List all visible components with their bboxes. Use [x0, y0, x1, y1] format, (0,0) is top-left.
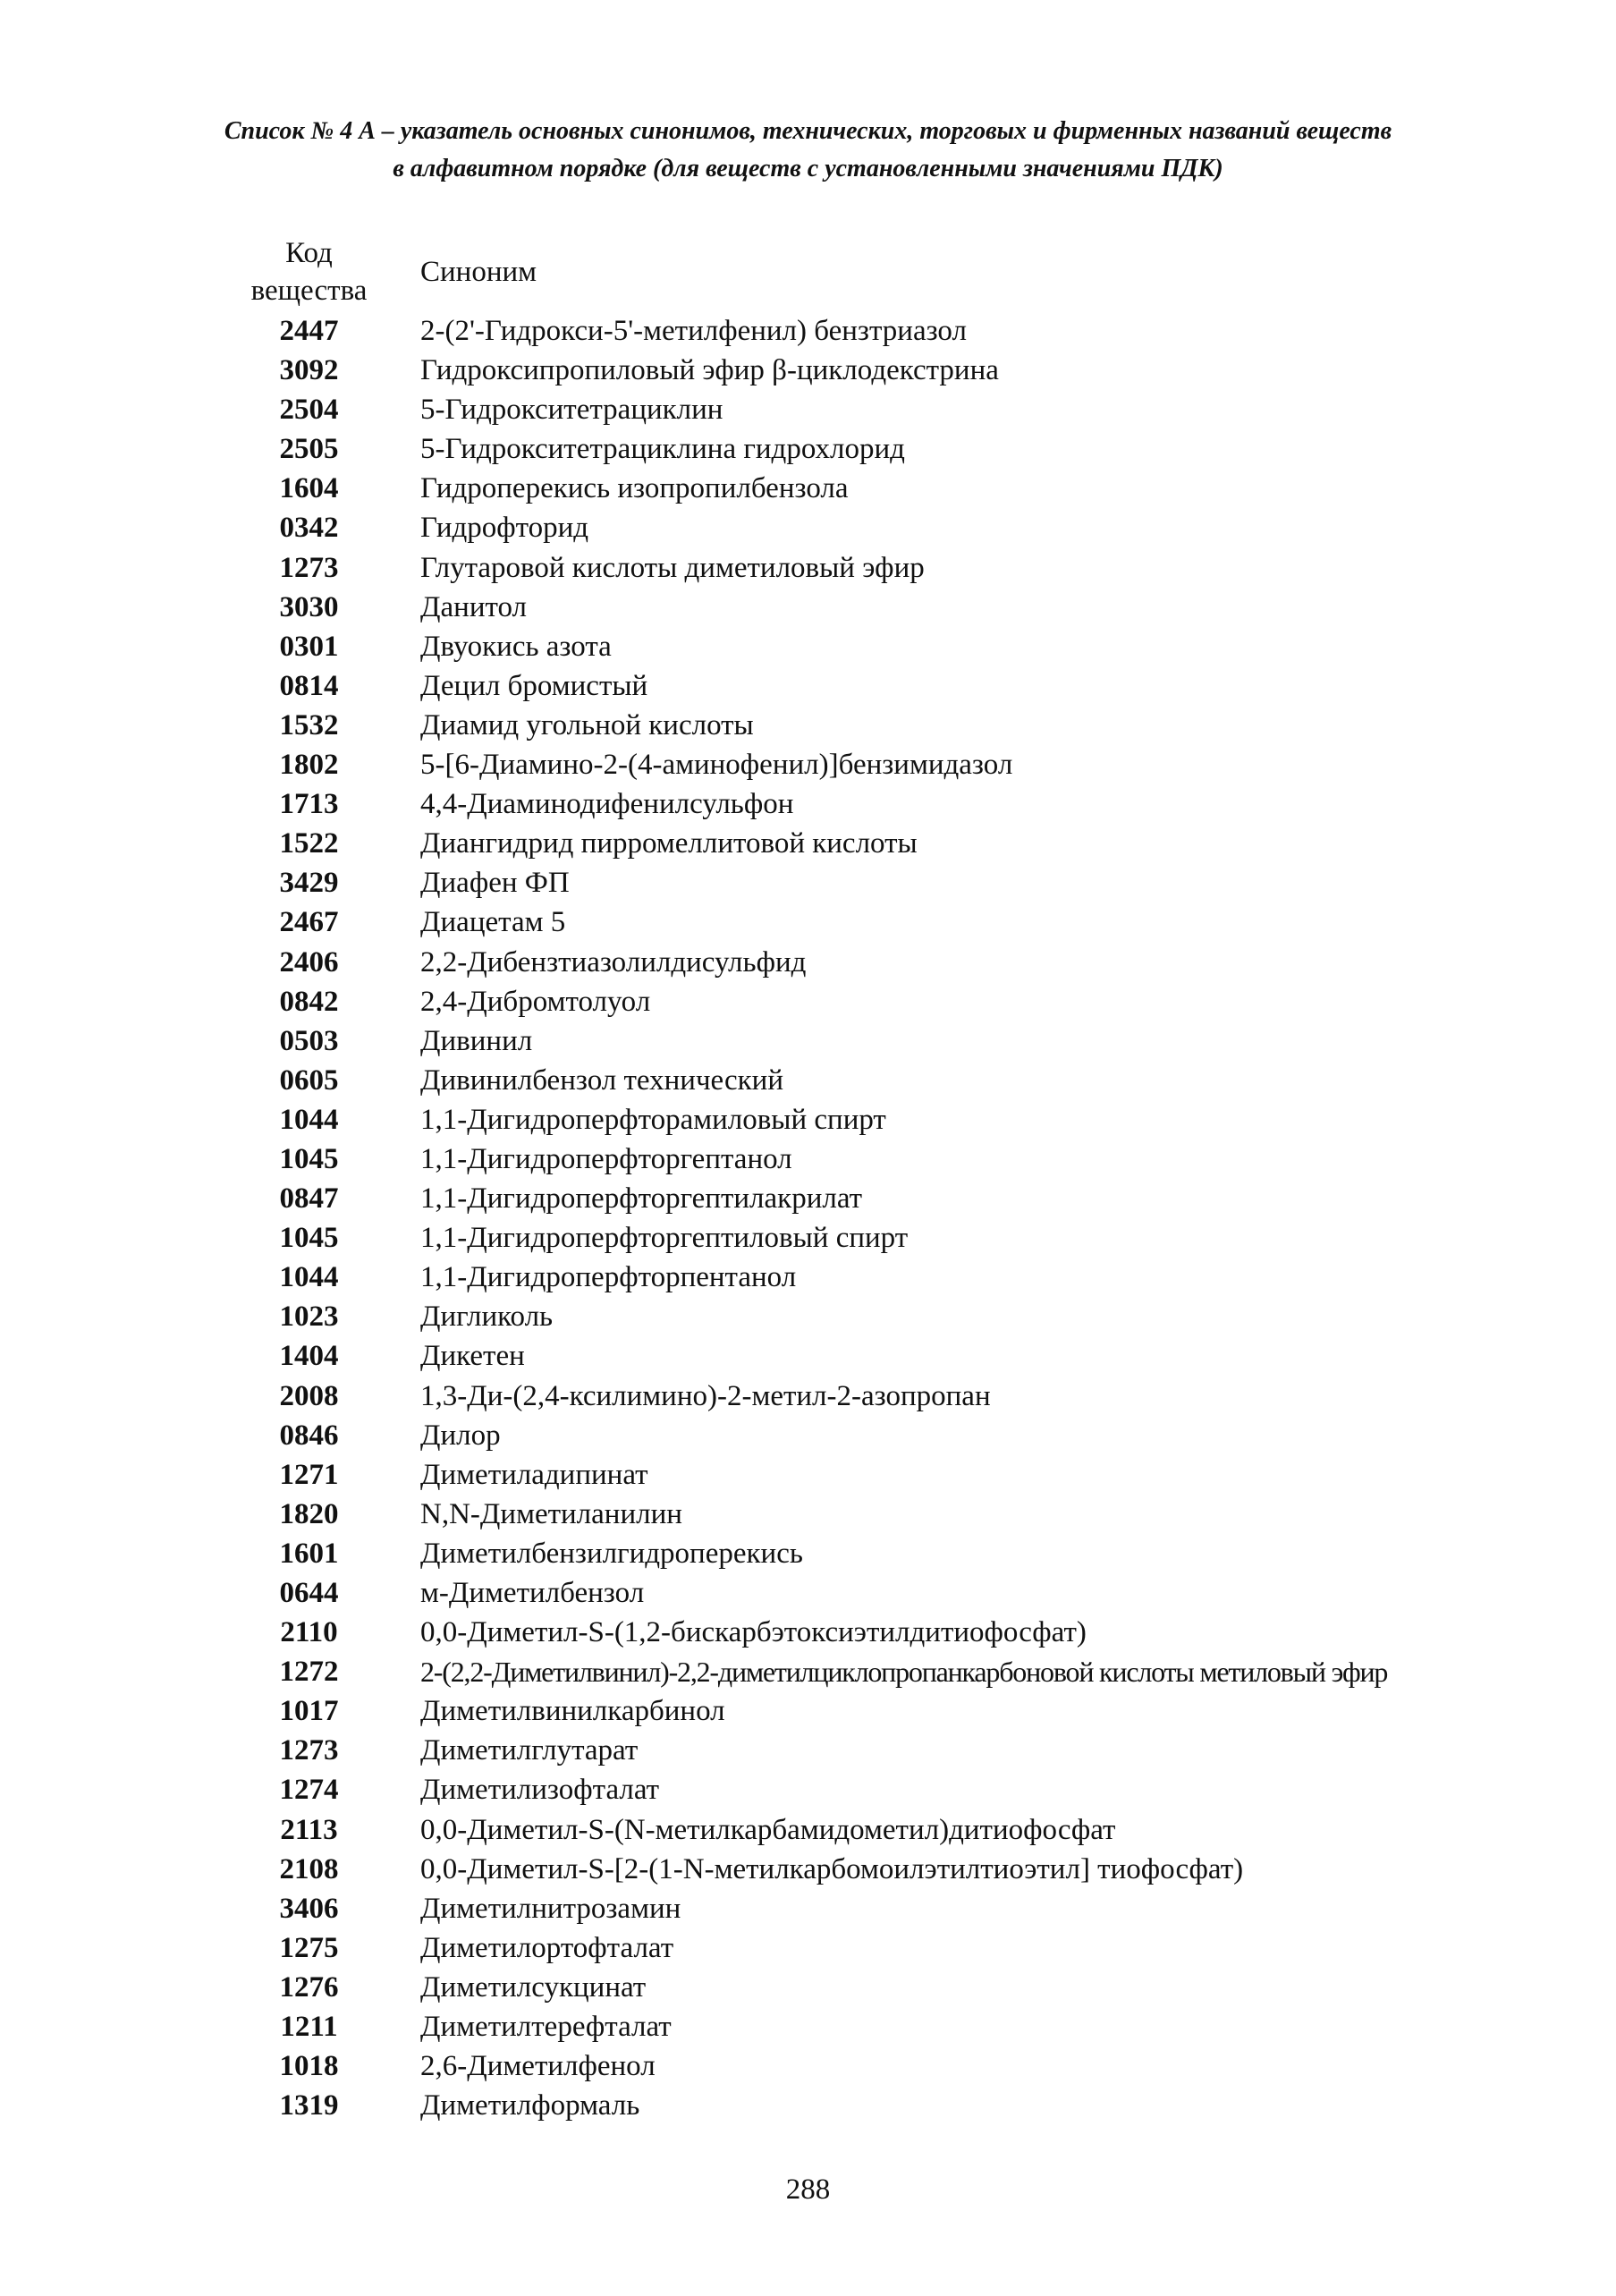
substance-code: 1272: [279, 1656, 339, 1689]
table-row: [0, 1968, 1616, 2007]
substance-code: 2467: [279, 906, 339, 939]
table-row: [0, 784, 1616, 824]
column-header-code: [231, 234, 387, 309]
synonym-name: Глутаровой кислоты диметиловый эфир: [420, 551, 925, 584]
synonym-name: 1,1-Дигидроперфторгептанол: [420, 1142, 792, 1175]
synonym-name: Диметилглутарат: [420, 1734, 639, 1767]
synonym-name: 2,6-Диметилфенол: [420, 2050, 656, 2083]
synonym-name: 0,0-Диметил-S-(1,2-бискарбэтоксиэтилдитиофосфат): [420, 1616, 1087, 1649]
table-row: [0, 1495, 1616, 1534]
title-line-2: в алфавитном порядке (для веществ с установленными значениями ПДК): [393, 155, 1223, 182]
substance-code: 1275: [279, 1931, 339, 1964]
table-row: [0, 666, 1616, 706]
substance-code: 1211: [280, 2011, 338, 2044]
synonym-name: Диметилбензилгидроперекись: [420, 1537, 803, 1570]
substance-code: 3429: [279, 867, 339, 900]
table-row: [0, 706, 1616, 745]
table-row: [0, 1377, 1616, 1416]
substance-code: 2504: [279, 394, 339, 427]
column-header-synonym: Синоним: [420, 256, 537, 288]
table-row: [0, 429, 1616, 469]
table-row: [0, 627, 1616, 666]
page-number: 288: [785, 2173, 831, 2206]
table-row: [0, 1179, 1616, 1218]
synonym-name: Диацетам 5: [420, 906, 566, 939]
substance-code: 1319: [279, 2089, 339, 2122]
synonym-name: Диангидрид пирромеллитовой кислоты: [420, 827, 918, 860]
table-row: [0, 469, 1616, 508]
table-row: [0, 588, 1616, 627]
substance-code: 0846: [279, 1419, 339, 1452]
substance-code: 1604: [279, 472, 339, 505]
synonym-name: Децил бромистый: [420, 669, 648, 702]
substance-code: 1274: [279, 1774, 339, 1807]
table-row: [0, 1061, 1616, 1100]
substance-code: 1045: [279, 1222, 339, 1255]
table-row: [0, 2086, 1616, 2125]
synonym-name: Данитол: [420, 590, 527, 623]
column-header-code-line-2: вещества: [250, 275, 368, 307]
synonym-name: 5-Гидрокситетрациклина гидрохлорид: [420, 433, 905, 466]
substance-code: 3406: [279, 1892, 339, 1925]
table-row: [0, 745, 1616, 784]
synonym-name: Гидроперекись изопропилбензола: [420, 472, 849, 505]
synonym-name: 1,1-Дигидроперфторамиловый спирт: [420, 1103, 886, 1136]
table-row: [0, 1889, 1616, 1928]
table-row: [0, 1770, 1616, 1809]
table-row: [0, 1534, 1616, 1573]
substance-code: 1404: [279, 1340, 339, 1373]
substance-code: 1044: [279, 1103, 339, 1136]
substance-code: 1820: [279, 1497, 339, 1530]
table-row: [0, 1218, 1616, 1258]
synonym-name: 1,1-Дигидроперфторгептилакрилат: [420, 1182, 863, 1216]
substance-code: 1273: [279, 551, 339, 584]
synonym-name: Дигликоль: [420, 1301, 554, 1334]
substance-code: 0842: [279, 985, 339, 1018]
substance-code: 2108: [279, 1852, 339, 1885]
synonym-name: Дилор: [420, 1419, 501, 1452]
synonym-name: Диметилортофталат: [420, 1931, 674, 1964]
synonym-name: 2-(2'-Гидрокси-5'-метилфенил) бензтриазол: [420, 315, 967, 347]
substance-code: 0301: [279, 630, 339, 663]
substance-code: 3030: [279, 590, 339, 623]
synonym-name: 5-[6-Диамино-2-(4-аминофенил)]бензимидазол: [420, 749, 1013, 782]
table-row: [0, 390, 1616, 429]
table-row: [0, 1652, 1616, 1691]
table-row: [0, 1731, 1616, 1770]
table-row: [0, 311, 1616, 351]
table-row: [0, 508, 1616, 547]
synonym-name: 5-Гидрокситетрациклин: [420, 394, 723, 427]
synonym-name: 2-(2,2-Диметилвинил)-2,2-диметилциклопропанкарбоновой кислоты метиловый эфир: [420, 1656, 1388, 1689]
substance-code: 1044: [279, 1261, 339, 1294]
substance-code: 2447: [279, 315, 339, 347]
substance-code: 0847: [279, 1182, 339, 1216]
table-row: [0, 351, 1616, 390]
table-row: [0, 1258, 1616, 1297]
substance-code: 0342: [279, 512, 339, 545]
substance-code: 2406: [279, 945, 339, 979]
synonym-name: Диметиладипинат: [420, 1458, 648, 1491]
table-row: [0, 1810, 1616, 1850]
synonym-name: м-Диметилбензол: [420, 1577, 645, 1609]
substance-code: 1045: [279, 1142, 339, 1175]
synonym-name: Диметилформаль: [420, 2089, 640, 2122]
table-row: [0, 1021, 1616, 1061]
substance-code: 1018: [279, 2050, 339, 2083]
substance-code: 1522: [279, 827, 339, 860]
synonym-name: 1,1-Дигидроперфторгептиловый спирт: [420, 1222, 909, 1255]
table-row: [0, 1140, 1616, 1179]
table-row: [0, 863, 1616, 902]
substance-code: 1802: [279, 749, 339, 782]
synonym-name: Диметилизофталат: [420, 1774, 660, 1807]
synonym-name: Диметилвинилкарбинол: [420, 1695, 725, 1728]
synonym-name: Диамид угольной кислоты: [420, 708, 754, 741]
table-row: [0, 1297, 1616, 1336]
synonym-name: 1,1-Дигидроперфторпентанол: [420, 1261, 797, 1294]
synonym-name: Дикетен: [420, 1340, 525, 1373]
substance-code: 1713: [279, 788, 339, 821]
title-line-1: Список № 4 А – указатель основных синонимов, технических, торговых и фирменных названий веществ: [224, 117, 1392, 145]
substance-code: 0503: [279, 1024, 339, 1057]
synonym-name: Дивинилбензол технический: [420, 1063, 784, 1097]
substance-code: 1017: [279, 1695, 339, 1728]
synonym-name: Диметилтерефталат: [420, 2011, 672, 2044]
substance-code: 0814: [279, 669, 339, 702]
synonym-name: Диметилсукцинат: [420, 1970, 647, 2004]
synonym-name: 2,4-Дибромтолуол: [420, 985, 651, 1018]
synonym-name: Диметилнитрозамин: [420, 1892, 681, 1925]
table-row: [0, 548, 1616, 588]
substance-code: 1532: [279, 708, 339, 741]
synonym-table: [0, 311, 1616, 2125]
table-row: [0, 1691, 1616, 1731]
table-row: [0, 1336, 1616, 1376]
substance-code: 2113: [280, 1813, 338, 1846]
column-header-code-line-1: Код: [285, 237, 333, 269]
synonym-name: Диафен ФП: [420, 867, 570, 900]
substance-code: 0605: [279, 1063, 339, 1097]
synonym-name: N,N-Диметиланилин: [420, 1497, 682, 1530]
table-row: [0, 1416, 1616, 1455]
table-row: [0, 824, 1616, 863]
table-row: [0, 982, 1616, 1021]
substance-code: 1273: [279, 1734, 339, 1767]
synonym-name: Двуокись азота: [420, 630, 612, 663]
table-row: [0, 1613, 1616, 1652]
substance-code: 2110: [280, 1616, 338, 1649]
document-title: [0, 113, 1616, 188]
synonym-name: Дивинил: [420, 1024, 533, 1057]
table-row: [0, 943, 1616, 982]
table-row: [0, 1850, 1616, 1889]
substance-code: 3092: [279, 354, 339, 387]
table-row: [0, 1100, 1616, 1140]
substance-code: 1276: [279, 1970, 339, 2004]
substance-code: 1271: [279, 1458, 339, 1491]
substance-code: 2505: [279, 433, 339, 466]
synonym-name: 1,3-Ди-(2,4-ксилимино)-2-метил-2-азопропан: [420, 1379, 991, 1412]
substance-code: 1601: [279, 1537, 339, 1570]
substance-code: 1023: [279, 1301, 339, 1334]
synonym-name: Гидроксипропиловый эфир β-циклодекстрина: [420, 354, 999, 387]
synonym-name: 0,0-Диметил-S-[2-(1-N-метилкарбомоилэтилтиоэтил] тиофосфат): [420, 1852, 1244, 1885]
table-row: [0, 1573, 1616, 1613]
table-row: [0, 2007, 1616, 2046]
synonym-name: Гидрофторид: [420, 512, 589, 545]
synonym-name: 4,4-Диаминодифенилсульфон: [420, 788, 794, 821]
synonym-name: 0,0-Диметил-S-(N-метилкарбамидометил)дитиофосфат: [420, 1813, 1116, 1846]
table-row: [0, 1455, 1616, 1495]
table-row: [0, 2046, 1616, 2086]
substance-code: 2008: [279, 1379, 339, 1412]
substance-code: 0644: [279, 1577, 339, 1609]
table-row: [0, 1928, 1616, 1968]
table-row: [0, 902, 1616, 942]
synonym-name: 2,2-Дибензтиазолилдисульфид: [420, 945, 807, 979]
